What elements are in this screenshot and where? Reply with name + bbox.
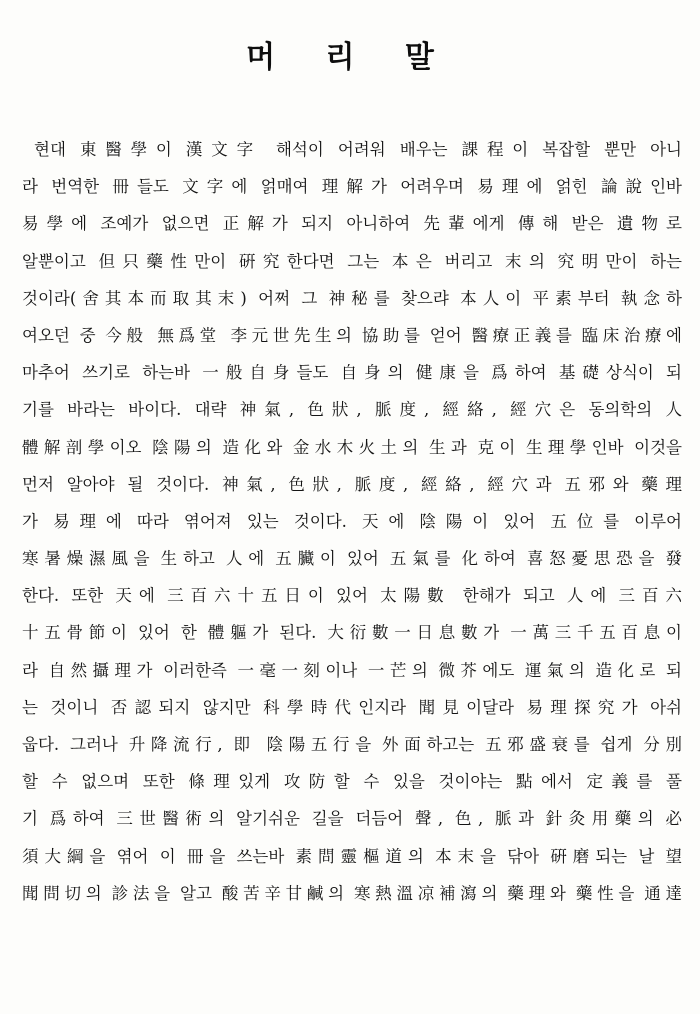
text-line: 현대 東醫學이 漢文字 해석이 어려워 배우는 課程이 복잡할 뿐만 아니 [34, 140, 682, 159]
text-line: 먼저 알아야 될 것이다. 神氣, 色狀, 脈度, 經絡, 經穴과 五邪와 藥理 [22, 474, 682, 494]
text-line: 寒暑燥濕風을 生하고 人에 五臟이 있어 五氣를 化하여 喜怒憂思恐을 發 [22, 549, 682, 569]
text-line: 할 수 없으며 또한 條理있게 攻防할 수 있을 것이야는 點에서 定義를 풀 [22, 772, 682, 792]
preface-body [22, 131, 682, 912]
text-line: 는 것이니 否認되지 않지만 科學時代인지라 聞見이달라 易理探究가 아쉬 [22, 697, 682, 717]
text-line: 라 번역한 冊들도 文字에 얽매여 理解가 어려우며 易理에 얽힌 論說인바 [22, 177, 682, 197]
text-line: 것이라(舍其本而取其末) 어쩌 그 神秘를 찾으랴 本人이 平素부터 執念하 [22, 288, 682, 308]
text-line: 易學에 조예가 없으면 正解가 되지 아니하여 先輩에게 傳해 받은 遺物로 [22, 214, 682, 234]
page-title: 머 리 말 [246, 40, 454, 75]
text-line: 體解剖學이오 陰陽의 造化와 金水木火土의 生과 克이 生理學인바 이것을 [22, 437, 682, 457]
text-line: 한다. 또한 天에 三百六十五日이 있어 太陽數 한해가 되고 人에 三百六 [22, 586, 682, 606]
text-line: 여오던 중 今般 無爲堂 李元世先生의 協助를 얻어 醫療正義를 臨床治療에 [22, 325, 682, 345]
text-line: 알뿐이고 但只藥性만이 硏究한다면 그는 本은 버리고 末의 究明만이 하는 [22, 251, 682, 271]
text-line: 十五骨節이 있어 한 體軀가 된다. 大衍數一日息數가 一萬三千五百息이 [22, 623, 682, 643]
text-line: 라 自然攝理가 이러한즉 一毫一刻이나 一芒의 微芥에도 運氣의 造化로 되 [22, 660, 682, 680]
text-line: 웁다. 그러나 升降流行, 即 陰陽五行을 外面하고는 五邪盛衰를 쉽게 分別 [22, 735, 682, 754]
text-line: 聞問切의 診法을 알고 酸苦辛甘鹹의 寒熱溫凉補瀉의 藥理와 藥性을 通達 [22, 883, 682, 903]
text-line: 須大綱을 엮어 이 冊을 쓰는바 素問靈樞道의 本末을 닦아 硏磨되는 날 望 [22, 846, 682, 866]
text-line: 기 爲하여 三世醫術의 알기쉬운 길을 더듬어 聲, 色, 脈과 針灸用藥의 必 [22, 809, 682, 829]
text-line: 기를 바라는 바이다. 대략 神氣, 色狀, 脈度, 經絡, 經穴은 동의학의 人 [22, 400, 682, 420]
text-line: 가 易理에 따라 엮어져 있는 것이다. 天에 陰陽이 있어 五位를 이루어 [22, 511, 682, 531]
text-line: 마추어 쓰기로 하는바 一般自身들도 自身의 健康을 爲하여 基礎상식이 되 [22, 363, 682, 383]
